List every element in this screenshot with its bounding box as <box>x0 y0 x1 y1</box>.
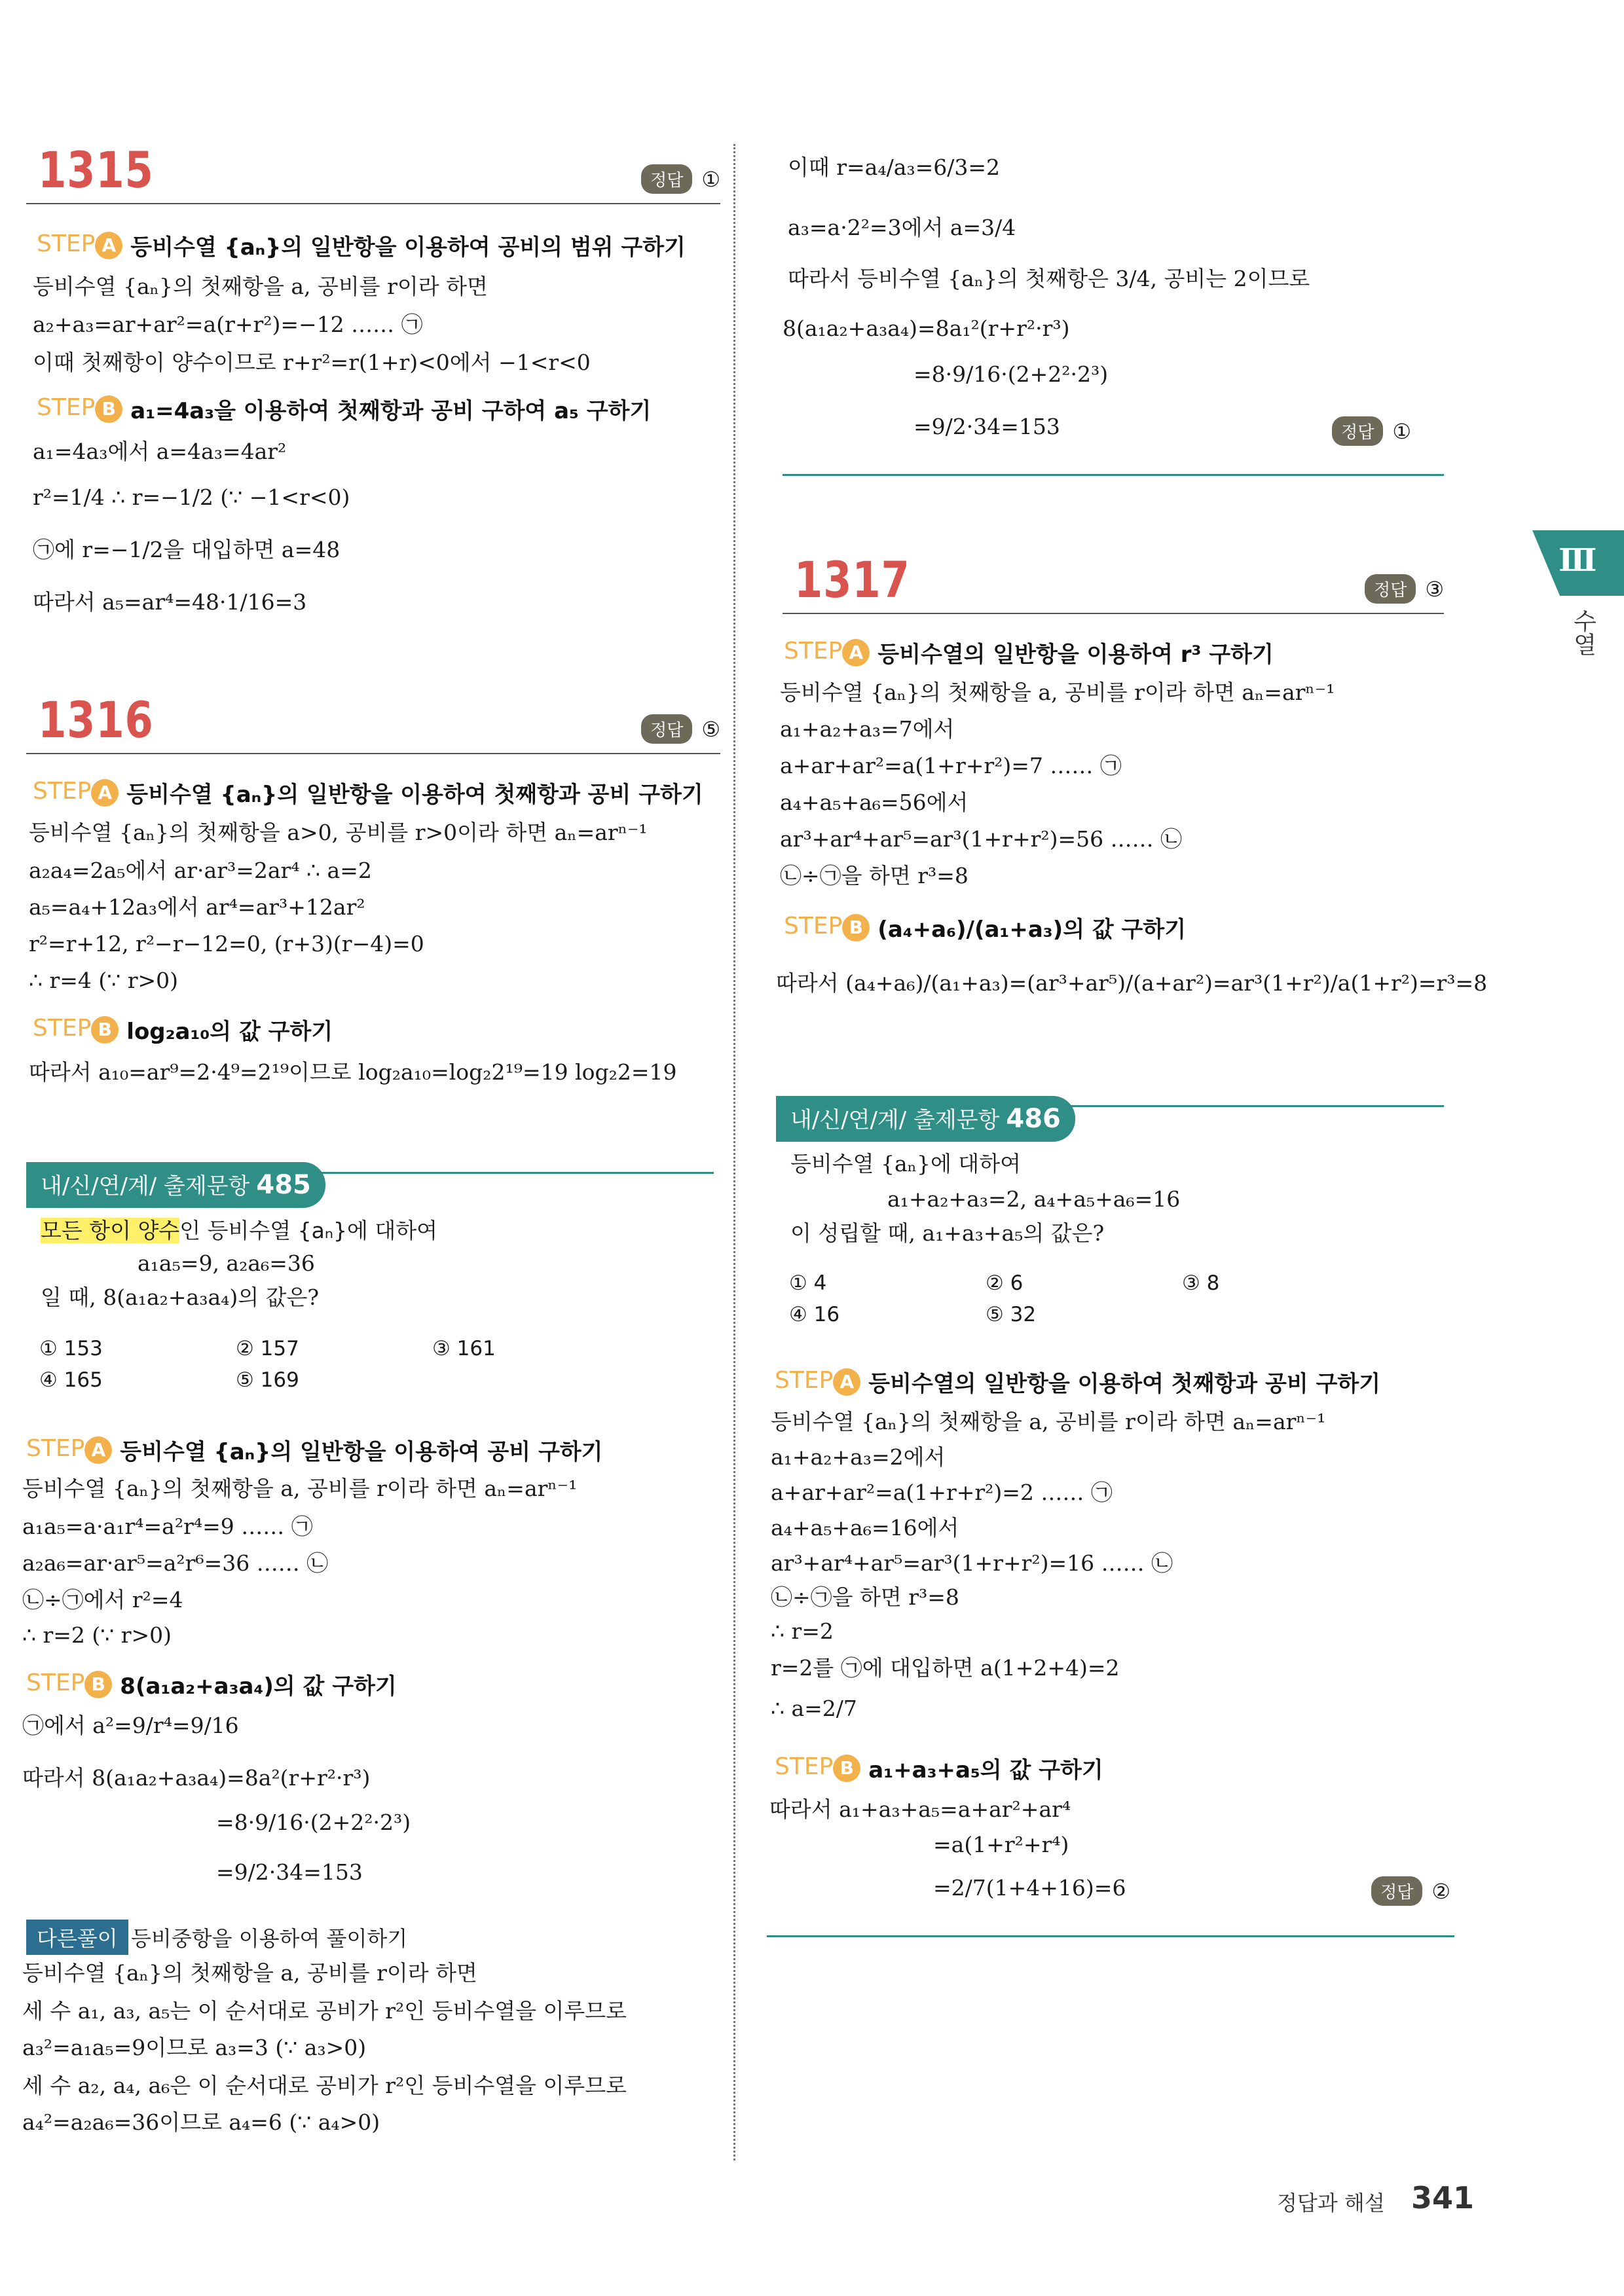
step-label: STEP <box>784 638 843 665</box>
solution-line: =2/7(1+4+16)=6 <box>933 1875 1126 1901</box>
step-text: 등비수열 {aₙ}의 일반항을 이용하여 공비 구하기 <box>120 1439 603 1465</box>
problem-number: 1317 <box>794 551 910 609</box>
solution-line: 8(a₁a₂+a₃a₄)=8a₁²(r+r²·r³) <box>783 316 1070 341</box>
solution-line: ㉡÷㉠을 하면 r³=8 <box>771 1584 959 1610</box>
answer-badge: 정답 <box>641 714 692 744</box>
step-label: STEP <box>784 913 843 939</box>
answer-mark: ① <box>1392 418 1411 444</box>
solution-line: a₃²=a₁a₅=9이므로 a₃=3 (∵ a₃>0) <box>22 2035 367 2060</box>
solution-line: 따라서 8(a₁a₂+a₃a₄)=8a²(r+r²·r³) <box>22 1765 371 1791</box>
solution-line: 따라서 (a₄+a₆)/(a₁+a₃)=(ar³+ar⁵)/(a+ar²)=ar³(1+r²)/a(1+r²)=r³=8 <box>776 970 1488 996</box>
answer <box>641 714 720 744</box>
solution-line: 세 수 a₁, a₃, a₅는 이 순서대로 공비가 r²인 등비수열을 이루므로 <box>22 1998 627 2024</box>
step-letter: B <box>842 914 870 941</box>
step-text: a₁+a₃+a₅의 값 구하기 <box>868 1757 1103 1783</box>
naesin-label: 내/신/연/계/ 출제문항 <box>41 1173 250 1199</box>
step-a <box>37 229 686 261</box>
choice: ② 6 <box>986 1271 1024 1295</box>
solution-line: a+ar+ar²=a(1+r+r²)=2 …… ㉠ <box>771 1480 1113 1505</box>
solution-line: r²=1/4 ∴ r=−1/2 (∵ −1<r<0) <box>33 484 350 510</box>
naesin-number: 486 <box>1006 1104 1061 1134</box>
step-letter: B <box>95 395 122 423</box>
naesin-banner-486 <box>776 1096 1075 1142</box>
solution-line: a₁+a₂+a₃=2에서 <box>771 1444 946 1470</box>
solution-line: =8·9/16·(2+2²·2³) <box>216 1810 411 1835</box>
step-b <box>37 393 651 425</box>
solution-line: a₂a₄=2a₅에서 ar·ar³=2ar⁴ ∴ a=2 <box>29 858 372 883</box>
solution-line: 따라서 a₁₀=ar⁹=2·4⁹=2¹⁹이므로 log₂a₁₀=log₂2¹⁹=19 log₂2=19 <box>29 1059 677 1085</box>
solution-line: ar³+ar⁴+ar⁵=ar³(1+r+r²)=16 …… ㉡ <box>771 1550 1173 1576</box>
answer-mark: ③ <box>1425 576 1444 602</box>
solution-line: a₁+a₂+a₃=7에서 <box>780 716 955 742</box>
solution-line: 등비수열 {aₙ}의 첫째항을 a, 공비를 r이라 하면 aₙ=arⁿ⁻¹ <box>771 1409 1326 1434</box>
chapter-subject: 수열 <box>1570 609 1596 656</box>
solution-line: 등비수열 {aₙ}의 첫째항을 a, 공비를 r이라 하면 aₙ=arⁿ⁻¹ <box>22 1476 578 1501</box>
solution-line: a₁=4a₃에서 a=4a₃=4ar² <box>33 439 287 464</box>
solution-line: a₃=a·2²=3에서 a=3/4 <box>788 215 1016 240</box>
step-a <box>775 1366 1380 1398</box>
solution-line: ㉡÷㉠에서 r²=4 <box>22 1587 183 1613</box>
choice: ⑤ 169 <box>236 1368 299 1392</box>
step-label: STEP <box>37 230 96 257</box>
step-letter: B <box>91 1016 119 1044</box>
problem-number: 1316 <box>38 691 154 749</box>
step-label: STEP <box>33 778 92 805</box>
solution-line: 등비수열 {aₙ}의 첫째항을 a, 공비를 r이라 하면 <box>33 274 488 299</box>
step-label: STEP <box>26 1669 85 1696</box>
question-text: 인 등비수열 {aₙ}에 대하여 <box>179 1218 437 1243</box>
step-letter: B <box>833 1755 860 1782</box>
step-label: STEP <box>33 1015 92 1042</box>
question-line <box>41 1218 437 1244</box>
question-end: 일 때, 8(a₁a₂+a₃a₄)의 값은? <box>41 1285 320 1310</box>
step-letter: A <box>84 1436 112 1464</box>
highlighted-text: 모든 항이 양수 <box>41 1218 180 1243</box>
solution-line: a+ar+ar²=a(1+r+r²)=7 …… ㉠ <box>780 753 1122 778</box>
step-text: 등비수열 {aₙ}의 일반항을 이용하여 첫째항과 공비 구하기 <box>126 782 703 808</box>
solution-line: =9/2·34=153 <box>913 414 1060 439</box>
step-b <box>33 1013 333 1046</box>
problem-1315-header <box>26 141 720 204</box>
solution-line: a₄+a₅+a₆=56에서 <box>780 790 969 815</box>
choice: ① 153 <box>39 1337 103 1360</box>
solution-line: 따라서 a₁+a₃+a₅=a+ar²+ar⁴ <box>769 1796 1071 1822</box>
answer-badge: 정답 <box>641 164 692 194</box>
solution-line: ∴ r=2 (∵ r>0) <box>22 1622 172 1648</box>
choice: ③ 161 <box>432 1337 496 1360</box>
answer <box>1365 574 1444 604</box>
solution-line: 따라서 등비수열 {aₙ}의 첫째항은 3/4, 공비는 2이므로 <box>788 266 1310 291</box>
alt-solution-badge: 다른풀이 <box>26 1920 128 1955</box>
choice: ④ 165 <box>39 1368 103 1392</box>
choice: ⑤ 32 <box>986 1303 1037 1326</box>
solution-line: =a(1+r²+r⁴) <box>933 1832 1069 1857</box>
section-separator <box>767 1935 1454 1937</box>
solution-line: 세 수 a₂, a₄, a₆은 이 순서대로 공비가 r²인 등비수열을 이루므로 <box>22 2073 627 2098</box>
step-letter: A <box>842 639 870 666</box>
solution-line: =8·9/16·(2+2²·2³) <box>913 361 1109 387</box>
step-label: STEP <box>775 1753 834 1780</box>
step-text: 8(a₁a₂+a₃a₄)의 값 구하기 <box>120 1673 397 1700</box>
section-separator <box>783 474 1444 476</box>
solution-line: a₄+a₅+a₆=16에서 <box>771 1515 959 1540</box>
solution-line: ar³+ar⁴+ar⁵=ar³(1+r+r²)=56 …… ㉡ <box>780 826 1183 852</box>
choice: ② 157 <box>236 1337 299 1360</box>
solution-line: =9/2·34=153 <box>216 1859 363 1885</box>
step-text: 등비수열의 일반항을 이용하여 첫째항과 공비 구하기 <box>868 1371 1381 1397</box>
choice: ① 4 <box>789 1271 827 1295</box>
solution-line: 이때 첫째항이 양수이므로 r+r²=r(1+r)<0에서 −1<r<0 <box>33 350 591 375</box>
step-a <box>784 636 1274 668</box>
solution-line: a₄²=a₂a₆=36이므로 a₄=6 (∵ a₄>0) <box>22 2109 380 2135</box>
step-b <box>784 911 1186 943</box>
solution-line: a₂a₆=ar·ar⁵=a²r⁶=36 …… ㉡ <box>22 1550 329 1576</box>
step-a <box>26 1434 603 1466</box>
step-label: STEP <box>26 1435 85 1462</box>
chapter-number: Ⅲ <box>1559 542 1597 579</box>
solution-line: ∴ a=2/7 <box>771 1696 857 1721</box>
step-b <box>775 1752 1103 1784</box>
answer <box>1371 1876 1450 1906</box>
step-text: 등비수열 {aₙ}의 일반항을 이용하여 공비의 범위 구하기 <box>130 234 686 261</box>
column-divider <box>733 144 735 2160</box>
naesin-label: 내/신/연/계/ 출제문항 <box>790 1107 1000 1133</box>
step-letter: A <box>95 232 122 259</box>
solution-line: r²=r+12, r²−r−12=0, (r+3)(r−4)=0 <box>29 931 424 957</box>
answer <box>641 164 720 194</box>
question-end: 이 성립할 때, a₁+a₃+a₅의 값은? <box>790 1220 1105 1246</box>
step-a <box>33 776 703 809</box>
solution-line: a₂+a₃=ar+ar²=a(r+r²)=−12 …… ㉠ <box>33 312 423 337</box>
solution-line: ㉠에서 a²=9/r⁴=9/16 <box>22 1713 239 1738</box>
solution-line: r=2를 ㉠에 대입하면 a(1+2+4)=2 <box>771 1655 1120 1681</box>
naesin-banner-485 <box>26 1162 325 1208</box>
question-condition: a₁a₅=9, a₂a₆=36 <box>138 1250 315 1276</box>
answer <box>1332 416 1411 446</box>
solution-line: 이때 r=a₄/a₃=6/3=2 <box>788 155 1001 180</box>
problem-1317-header <box>783 551 1444 614</box>
solution-line: ㉡÷㉠을 하면 r³=8 <box>780 863 969 888</box>
choice: ④ 16 <box>789 1303 840 1326</box>
answer-badge: 정답 <box>1332 416 1383 446</box>
question-line: 등비수열 {aₙ}에 대하여 <box>790 1151 1021 1176</box>
step-text: a₁=4a₃을 이용하여 첫째항과 공비 구하여 a₅ 구하기 <box>130 398 652 424</box>
step-label: STEP <box>775 1367 834 1394</box>
solution-line: 따라서 a₅=ar⁴=48·1/16=3 <box>33 589 307 615</box>
question-condition: a₁+a₂+a₃=2, a₄+a₅+a₆=16 <box>887 1186 1181 1212</box>
solution-line: 등비수열 {aₙ}의 첫째항을 a>0, 공비를 r>0이라 하면 aₙ=arⁿ⁻¹ <box>29 820 648 845</box>
problem-number: 1315 <box>38 141 154 199</box>
solution-line: ∴ r=4 (∵ r>0) <box>29 968 179 993</box>
alt-solution-title: 등비중항을 이용하여 풀이하기 <box>131 1926 408 1951</box>
problem-1316-header <box>26 691 720 754</box>
answer-badge: 정답 <box>1371 1876 1422 1906</box>
step-text: log₂a₁₀의 값 구하기 <box>126 1019 333 1045</box>
solution-line: a₁a₅=a·a₁r⁴=a²r⁴=9 …… ㉠ <box>22 1514 313 1539</box>
naesin-number: 485 <box>256 1170 311 1200</box>
step-letter: A <box>91 779 119 807</box>
solution-line: 등비수열 {aₙ}의 첫째항을 a, 공비를 r이라 하면 aₙ=arⁿ⁻¹ <box>780 680 1335 705</box>
solution-line: ㉠에 r=−1/2을 대입하면 a=48 <box>33 537 341 562</box>
answer-mark: ① <box>701 166 720 192</box>
step-text: 등비수열의 일반항을 이용하여 r³ 구하기 <box>877 642 1274 668</box>
answer-badge: 정답 <box>1365 574 1416 604</box>
solution-line: ∴ r=2 <box>771 1618 834 1644</box>
step-text: (a₄+a₆)/(a₁+a₃)의 값 구하기 <box>877 917 1187 943</box>
answer-mark: ⑤ <box>701 716 720 742</box>
page-number: 341 <box>1411 2180 1475 2215</box>
step-letter: A <box>833 1368 860 1396</box>
step-b <box>26 1668 397 1700</box>
solution-line: 등비수열 {aₙ}의 첫째항을 a, 공비를 r이라 하면 <box>22 1960 477 1986</box>
footer-label: 정답과 해설 <box>1277 2191 1385 2215</box>
step-label: STEP <box>37 394 96 421</box>
solution-line: a₅=a₄+12a₃에서 ar⁴=ar³+12ar² <box>29 894 365 920</box>
step-letter: B <box>84 1671 112 1698</box>
choice: ③ 8 <box>1182 1271 1220 1295</box>
answer-mark: ② <box>1431 1878 1450 1904</box>
